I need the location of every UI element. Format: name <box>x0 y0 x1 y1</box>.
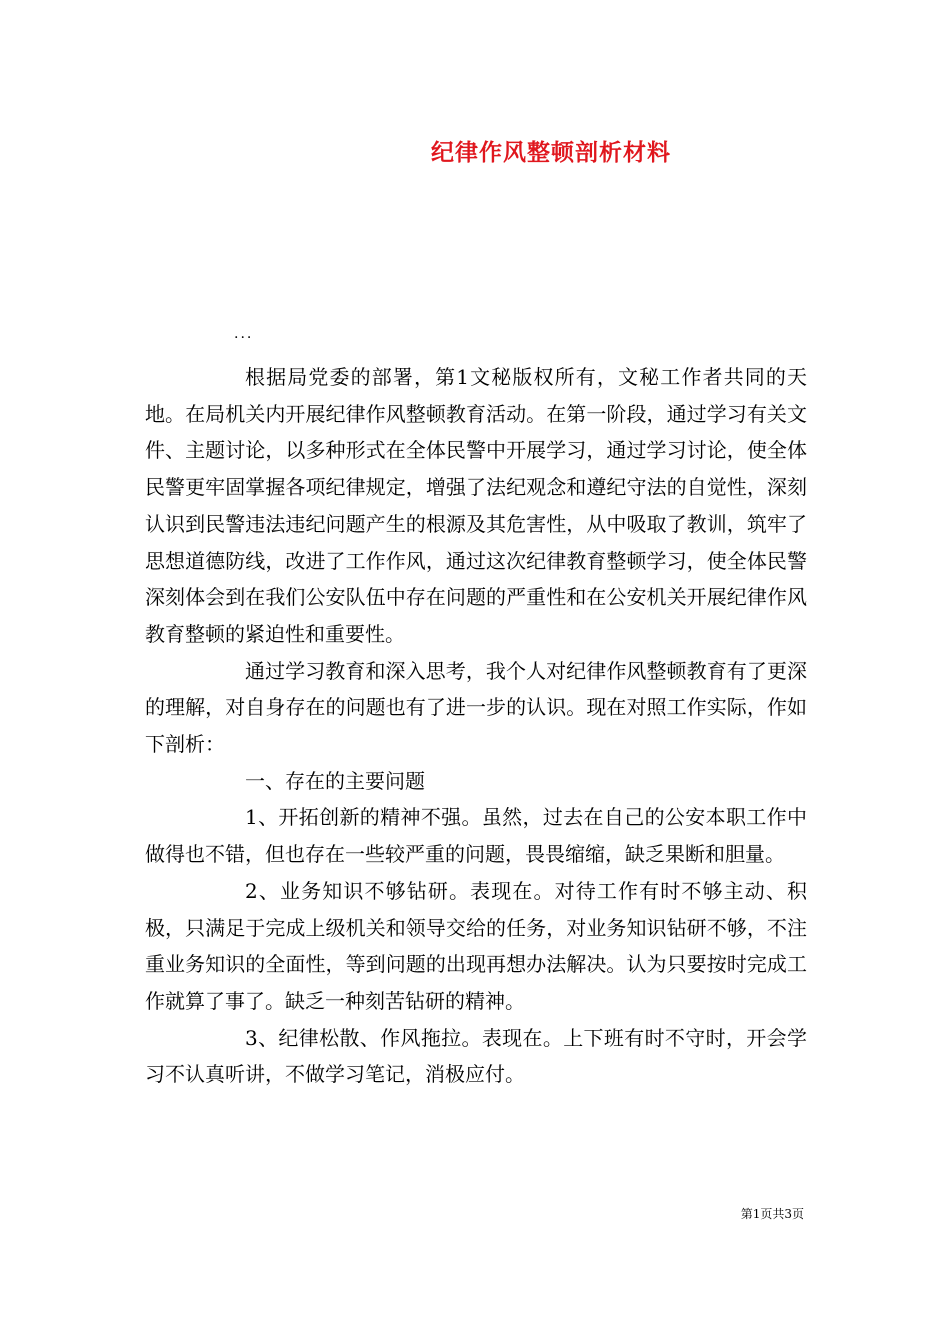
paragraph-reflection: 通过学习教育和深入思考，我个人对纪律作风整顿教育有了更深的理解，对自身存在的问题也有了进一步的认识。现在对照工作实际，作如下剖析： <box>145 658 807 757</box>
page-title: 纪律作风整顿剖析材料 <box>431 139 671 166</box>
paragraph-intro: 根据局党委的部署，第1文秘版权所有，文秘工作者共同的天地。在局机关内开展纪律作风整顿教育活动。在第一阶段，通过学习有关文件、主题讨论，以多种形式在全体民警中开展学习，通过学习讨论，使全体民警更牢固掌握各项纪律规定，增强了法纪观念和遵纪守法的自觉性，深刻认识到民警违法违纪问题产生的根源及其危害性，从中吸取了教训，筑牢了思想道德防线，改进了工作作风，通过这次纪律教育整顿学习，使全体民警深刻体会到在我们公安队伍中存在问题的严重性和在公安机关开展纪律作风教育整顿的紧迫性和重要性。 <box>145 365 807 646</box>
ellipsis-marker: ... <box>234 326 254 342</box>
page-footer: 第1页共3页 <box>740 1207 804 1221</box>
paragraph-problem-3: 3、纪律松散、作风拖拉。表现在。上下班有时不守时，开会学习不认真听讲，不做学习笔记，消极应付。 <box>145 1025 807 1087</box>
paragraph-problem-1: 1、开拓创新的精神不强。虽然，过去在自己的公安本职工作中做得也不错，但也存在一些较严重的问题，畏畏缩缩，缺乏果断和胆量。 <box>145 805 807 867</box>
paragraph-problem-2: 2、业务知识不够钻研。表现在。对待工作有时不够主动、积极，只满足于完成上级机关和领导交给的任务，对业务知识钻研不够，不注重业务知识的全面性，等到问题的出现再想办法解决。认为只要按时完成工作就算了事了。缺乏一种刻苦钻研的精神。 <box>145 878 807 1013</box>
section-heading-main-problems: 一、存在的主要问题 <box>245 768 425 793</box>
document-body <box>145 359 807 1093</box>
